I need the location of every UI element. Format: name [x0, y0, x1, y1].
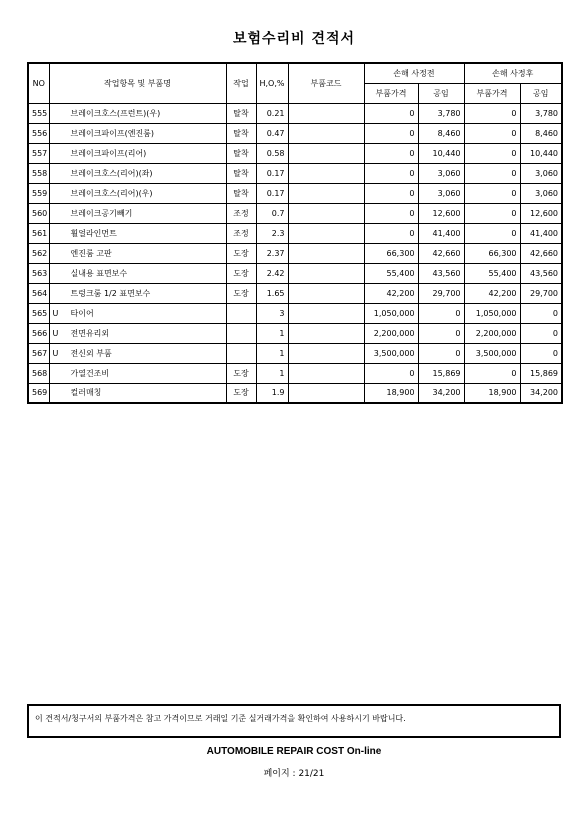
table-row [28, 123, 562, 143]
table-row [28, 163, 562, 183]
table-row [28, 263, 562, 283]
cell-hours: 2.3 [256, 223, 288, 243]
cell-after-parts-price: 0 [464, 223, 520, 243]
cell-hours: 1 [256, 323, 288, 343]
cell-before-parts-price: 0 [364, 163, 418, 183]
document-title: 보험수리비 견적서 [232, 31, 356, 47]
cell-hours: 2.37 [256, 243, 288, 263]
col-before-labor: 공임 [418, 83, 464, 103]
item-name-text: 브레이크파이프(리어) [70, 148, 147, 158]
cell-work [226, 323, 256, 343]
item-name-text: 브레이크파이프(엔진룸) [70, 128, 155, 138]
cell-before-parts-price: 3,500,000 [364, 343, 418, 363]
cell-after-labor: 0 [520, 303, 562, 323]
cell-flag: U [52, 308, 59, 318]
cell-no: 560 [28, 203, 49, 223]
cell-after-parts-price: 0 [464, 203, 520, 223]
cell-after-parts-price: 0 [464, 363, 520, 383]
cell-before-parts-price: 0 [364, 223, 418, 243]
cell-no: 568 [28, 363, 49, 383]
cell-part-code [288, 163, 364, 183]
cell-item-name [49, 243, 226, 263]
cell-no: 567 [28, 343, 49, 363]
cell-before-parts-price: 0 [364, 203, 418, 223]
cell-after-parts-price: 0 [464, 123, 520, 143]
cell-item-name [49, 223, 226, 243]
cell-no: 569 [28, 383, 49, 403]
cell-work: 도장 [226, 283, 256, 303]
cell-before-labor: 3,060 [418, 183, 464, 203]
cell-after-parts-price: 0 [464, 163, 520, 183]
cell-hours: 1.9 [256, 383, 288, 403]
cell-before-parts-price: 66,300 [364, 243, 418, 263]
table-row [28, 183, 562, 203]
cell-hours: 0.17 [256, 163, 288, 183]
cell-before-labor: 0 [418, 303, 464, 323]
cell-before-labor: 8,460 [418, 123, 464, 143]
item-name-text: 휠얼라인먼트 [70, 228, 117, 238]
cell-item-name [49, 323, 226, 343]
cell-before-parts-price: 0 [364, 183, 418, 203]
cell-before-labor: 3,060 [418, 163, 464, 183]
item-name-text: 트렁크룸 1/2 표면보수 [70, 288, 151, 298]
cell-before-parts-price: 42,200 [364, 283, 418, 303]
cell-before-parts-price: 0 [364, 103, 418, 123]
cell-hours: 3 [256, 303, 288, 323]
cell-before-parts-price: 0 [364, 123, 418, 143]
estimate-table [27, 62, 563, 404]
cell-part-code [288, 323, 364, 343]
cell-item-name [49, 203, 226, 223]
cell-after-parts-price: 0 [464, 183, 520, 203]
table-header [28, 63, 562, 103]
cell-no: 563 [28, 263, 49, 283]
cell-hours: 0.58 [256, 143, 288, 163]
table-row [28, 143, 562, 163]
cell-hours: 1 [256, 343, 288, 363]
col-after-labor: 공임 [520, 83, 562, 103]
cell-after-labor: 3,060 [520, 183, 562, 203]
cell-part-code [288, 103, 364, 123]
cell-after-labor: 42,660 [520, 243, 562, 263]
item-name-text: 전신외 부품 [70, 348, 112, 358]
cell-work: 도장 [226, 363, 256, 383]
cell-after-labor: 10,440 [520, 143, 562, 163]
cell-after-parts-price: 18,900 [464, 383, 520, 403]
cell-hours: 0.47 [256, 123, 288, 143]
cell-item-name [49, 343, 226, 363]
item-name-text: 브레이크호스(프런트)(우) [70, 108, 161, 118]
item-name-text: 브레이크공기빼기 [70, 208, 133, 218]
cell-before-parts-price: 18,900 [364, 383, 418, 403]
col-group-after: 손해 사정후 [464, 63, 562, 83]
footer-title: AUTOMOBILE REPAIR COST On-line [206, 746, 382, 757]
cell-item-name [49, 283, 226, 303]
cell-before-labor: 42,660 [418, 243, 464, 263]
notice-box [27, 704, 561, 738]
cell-after-parts-price: 42,200 [464, 283, 520, 303]
cell-part-code [288, 143, 364, 163]
cell-part-code [288, 243, 364, 263]
cell-no: 559 [28, 183, 49, 203]
cell-part-code [288, 363, 364, 383]
cell-before-labor: 0 [418, 343, 464, 363]
col-group-before: 손해 사정전 [364, 63, 464, 83]
cell-after-labor: 43,560 [520, 263, 562, 283]
cell-item-name [49, 143, 226, 163]
cell-before-parts-price: 1,050,000 [364, 303, 418, 323]
cell-before-labor: 29,700 [418, 283, 464, 303]
table-row [28, 203, 562, 223]
cell-flag: U [52, 348, 59, 358]
cell-after-parts-price: 55,400 [464, 263, 520, 283]
cell-no: 565 [28, 303, 49, 323]
cell-after-parts-price: 3,500,000 [464, 343, 520, 363]
cell-no: 562 [28, 243, 49, 263]
cell-item-name [49, 363, 226, 383]
cell-after-parts-price: 2,200,000 [464, 323, 520, 343]
cell-after-labor: 0 [520, 323, 562, 343]
cell-before-labor: 10,440 [418, 143, 464, 163]
table-row [28, 383, 562, 403]
cell-before-labor: 15,869 [418, 363, 464, 383]
col-part-code: 부품코드 [288, 63, 364, 103]
cell-work: 조정 [226, 223, 256, 243]
cell-before-labor: 0 [418, 323, 464, 343]
cell-before-parts-price: 0 [364, 143, 418, 163]
table-body [28, 103, 562, 403]
cell-after-parts-price: 1,050,000 [464, 303, 520, 323]
cell-hours: 1.65 [256, 283, 288, 303]
item-name-text: 타이어 [70, 308, 94, 318]
cell-before-parts-price: 2,200,000 [364, 323, 418, 343]
cell-after-labor: 34,200 [520, 383, 562, 403]
cell-before-labor: 43,560 [418, 263, 464, 283]
cell-after-labor: 3,060 [520, 163, 562, 183]
item-name-text: 실내용 표면보수 [70, 268, 128, 278]
cell-no: 566 [28, 323, 49, 343]
cell-work: 도장 [226, 383, 256, 403]
cell-after-parts-price: 0 [464, 103, 520, 123]
cell-no: 558 [28, 163, 49, 183]
cell-work: 탈착 [226, 163, 256, 183]
table-row [28, 303, 562, 323]
cell-after-labor: 41,400 [520, 223, 562, 243]
cell-no: 557 [28, 143, 49, 163]
item-name-text: 전면유리외 [70, 328, 110, 338]
item-name-text: 컬러매칭 [70, 388, 102, 398]
col-item: 작업항목 및 부품명 [49, 63, 226, 103]
cell-part-code [288, 183, 364, 203]
cell-after-labor: 12,600 [520, 203, 562, 223]
cell-before-parts-price: 55,400 [364, 263, 418, 283]
cell-work: 탈착 [226, 143, 256, 163]
cell-part-code [288, 343, 364, 363]
table-row [28, 363, 562, 383]
col-before-parts-price: 부품가격 [364, 83, 418, 103]
cell-part-code [288, 123, 364, 143]
cell-no: 561 [28, 223, 49, 243]
table-row [28, 223, 562, 243]
cell-item-name [49, 103, 226, 123]
cell-work [226, 303, 256, 323]
cell-before-parts-price: 0 [364, 363, 418, 383]
cell-flag: U [52, 328, 59, 338]
cell-after-parts-price: 0 [464, 143, 520, 163]
table-row [28, 243, 562, 263]
item-name-text: 엔진룸 고판 [70, 248, 112, 258]
cell-part-code [288, 283, 364, 303]
item-name-text: 가열건조비 [70, 368, 110, 378]
page-number: 페이지 : 21/21 [263, 769, 325, 779]
cell-work [226, 343, 256, 363]
cell-part-code [288, 203, 364, 223]
cell-item-name [49, 303, 226, 323]
cell-hours: 2.42 [256, 263, 288, 283]
cell-part-code [288, 223, 364, 243]
cell-no: 556 [28, 123, 49, 143]
cell-after-labor: 29,700 [520, 283, 562, 303]
cell-hours: 0.17 [256, 183, 288, 203]
col-after-parts-price: 부품가격 [464, 83, 520, 103]
cell-after-labor: 15,869 [520, 363, 562, 383]
cell-item-name [49, 263, 226, 283]
cell-item-name [49, 383, 226, 403]
cell-work: 조정 [226, 203, 256, 223]
cell-before-labor: 12,600 [418, 203, 464, 223]
notice-text: 이 견적서/청구서의 부품가격은 참고 가격이므로 거래일 기준 실거래가격을 확인하여 사용하시기 바랍니다. [35, 714, 406, 723]
cell-before-labor: 3,780 [418, 103, 464, 123]
cell-item-name [49, 163, 226, 183]
cell-hours: 1 [256, 363, 288, 383]
col-work: 작업 [226, 63, 256, 103]
cell-before-labor: 34,200 [418, 383, 464, 403]
item-name-text: 브레이크호스(리어)(좌) [70, 168, 153, 178]
cell-part-code [288, 263, 364, 283]
cell-work: 도장 [226, 243, 256, 263]
item-name-text: 브레이크호스(리어)(우) [70, 188, 153, 198]
cell-before-labor: 41,400 [418, 223, 464, 243]
cell-after-labor: 3,780 [520, 103, 562, 123]
col-no: NO [28, 63, 49, 103]
cell-work: 탈착 [226, 183, 256, 203]
cell-work: 탈착 [226, 103, 256, 123]
cell-part-code [288, 303, 364, 323]
table-row [28, 103, 562, 123]
cell-work: 도장 [226, 263, 256, 283]
cell-item-name [49, 123, 226, 143]
table-row [28, 283, 562, 303]
cell-no: 555 [28, 103, 49, 123]
cell-after-labor: 0 [520, 343, 562, 363]
cell-hours: 0.7 [256, 203, 288, 223]
table-row [28, 343, 562, 363]
cell-part-code [288, 383, 364, 403]
col-hours: H,O,% [256, 63, 288, 103]
cell-after-parts-price: 66,300 [464, 243, 520, 263]
table-row [28, 323, 562, 343]
cell-hours: 0.21 [256, 103, 288, 123]
cell-after-labor: 8,460 [520, 123, 562, 143]
cell-item-name [49, 183, 226, 203]
cell-work: 탈착 [226, 123, 256, 143]
cell-no: 564 [28, 283, 49, 303]
